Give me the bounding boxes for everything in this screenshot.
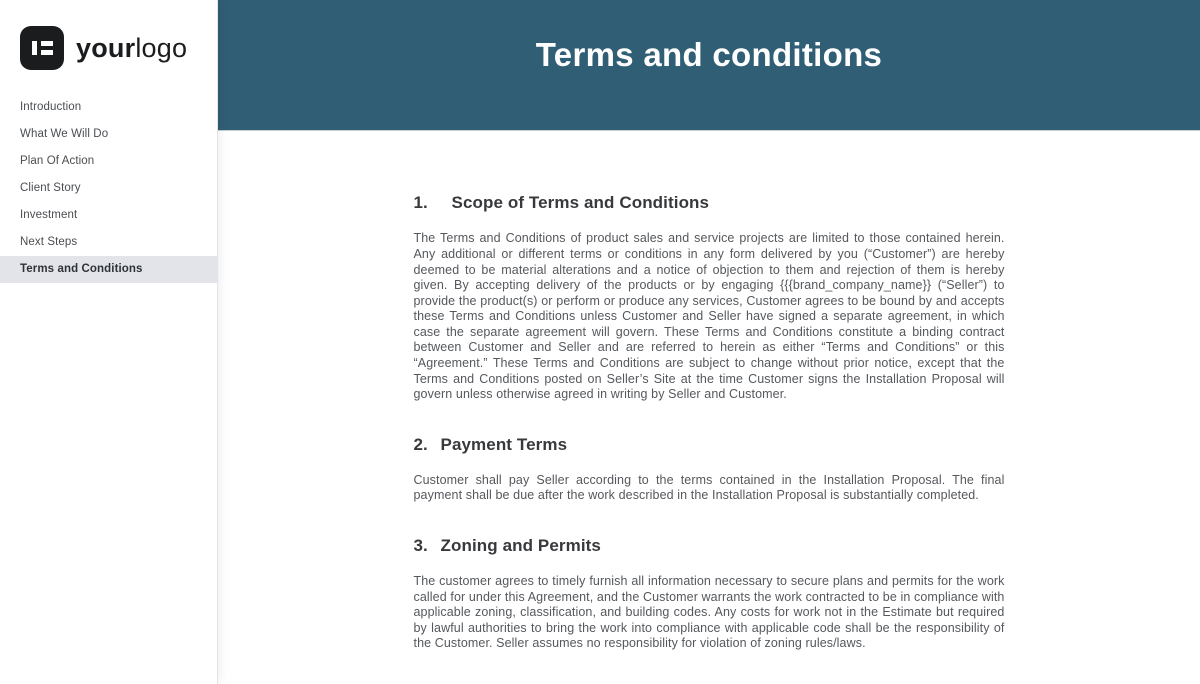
section-heading	[414, 435, 1005, 455]
section-title: Scope of Terms and Conditions	[451, 193, 710, 213]
terms-section	[414, 193, 1005, 403]
sidebar-item-what-we-will-do[interactable]	[0, 121, 217, 148]
section-heading	[414, 536, 1005, 556]
section-heading	[414, 193, 1005, 213]
section-title: Zoning and Permits	[440, 536, 601, 556]
sidebar-item-terms-and-conditions[interactable]	[0, 256, 217, 283]
sidebar-nav	[0, 94, 217, 283]
terms-section	[414, 536, 1005, 652]
logo-mark-icon	[20, 26, 64, 70]
sidebar-item-label: Terms and Conditions	[20, 263, 143, 275]
section-body: Customer shall pay Seller according to the terms contained in the Installation Proposal. The final payment shall be due after the work described in the Installation Proposal is substantially completed.	[413, 472, 1005, 503]
section-number: 3.	[413, 536, 428, 556]
section-number: 2.	[413, 434, 428, 454]
sidebar-item-label: Plan Of Action	[20, 155, 95, 167]
section-body: The Terms and Conditions of product sales and service projects are limited to those contained herein. Any additional or different terms or conditions in any form delivered by you (“Customer”) are hereby deemed to be material alterations and a notice of objection to them and rejection of them is hereby given. By accepting delivery of the products or by engaging {{{brand_company_name}} (“Seller”) to provide the product(s) or perform or produce any services, Customer agrees to be bound by and accepts these Terms and Conditions unless Customer and Seller have signed a separate agreement, in which case the separate agreement will govern. These Terms and Conditions constitute a binding contract between Customer and Seller and are referred to herein as either “Terms and Conditions” or this “Agreement.” These Terms and Conditions are subject to change without prior notice, except that the Terms and Conditions posted on Seller’s Site at the time Customer signs the Installation Proposal will govern unless otherwise agreed in writing by Seller and Customer.	[413, 231, 1005, 402]
logo-text-bold: your	[76, 32, 136, 63]
logo	[0, 0, 217, 70]
page-title: Terms and conditions	[535, 36, 883, 74]
sidebar-item-introduction[interactable]	[0, 94, 217, 121]
logo-text	[76, 33, 187, 64]
page-header-banner	[218, 0, 1200, 131]
sidebar	[0, 0, 218, 684]
sidebar-item-label: Client Story	[20, 182, 81, 194]
terms-section	[414, 435, 1005, 504]
section-number: 1.	[413, 193, 428, 213]
main-area	[218, 0, 1200, 684]
sidebar-item-label: Introduction	[20, 101, 82, 113]
sidebar-item-label: Next Steps	[20, 236, 78, 248]
sidebar-item-investment[interactable]	[0, 202, 217, 229]
sidebar-item-label: What We Will Do	[20, 128, 109, 140]
sidebar-item-plan-of-action[interactable]	[0, 148, 217, 175]
section-title: Payment Terms	[440, 434, 568, 454]
sidebar-item-label: Investment	[20, 209, 78, 221]
document-content	[414, 131, 1005, 684]
logo-text-light: logo	[135, 32, 188, 63]
sidebar-item-next-steps[interactable]	[0, 229, 217, 256]
section-body: The customer agrees to timely furnish all information necessary to secure plans and permits for the work called for under this Agreement, and the Customer warrants the work contracted to be in compliance with applicable zoning, classification, and building codes. Any costs for work not in the Estimate but required by lawful authorities to bring the work into compliance with applicable code shall be the responsibility of the Customer. Seller assumes no responsibility for violation of zoning rules/laws.	[413, 574, 1005, 651]
sidebar-item-client-story[interactable]	[0, 175, 217, 202]
